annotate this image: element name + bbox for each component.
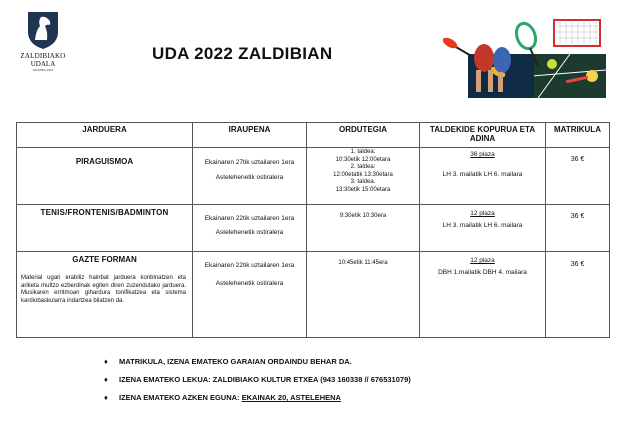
group-cell <box>420 205 546 252</box>
page-title: UDA 2022 ZALDIBIAN <box>152 44 333 63</box>
list-item <box>104 357 411 375</box>
deadline-date: EKAINAK 20, ASTELEHENA <box>241 393 341 402</box>
header-duration: IRAUPENA <box>193 123 307 148</box>
header-activity: JARDUERA <box>17 123 193 148</box>
diamond-bullet-icon: ♦ <box>104 393 108 402</box>
schedule-line: 1. taldea: <box>350 149 376 155</box>
duration-cell <box>193 148 307 205</box>
list-item <box>104 375 411 393</box>
activity-name: PIRAGUISMOA <box>75 157 134 166</box>
activity-description: Material ugari erabiliz hainbat jarduera konbinatzen eta ariketa multzo ezberdinak egiten diren zuzendutako jarduera. Musikaren erritmoan gihardura tonifikatzea eta sistema kardiobaskularra indartzea bilatzen da. <box>21 275 186 304</box>
places-count: 12 plaza <box>470 257 495 264</box>
price-value: 36 € <box>570 213 585 220</box>
duration-days: Astelehenetik ostiralera <box>215 174 284 181</box>
table-row <box>17 252 610 338</box>
activity-name: TENIS/FRONTENIS/BADMINTON <box>40 208 169 217</box>
schedule-cell <box>307 148 420 205</box>
group-cell <box>420 148 546 205</box>
activity-cell <box>17 252 193 338</box>
schedule-line: 3. taldea. <box>350 179 376 186</box>
registration-place: IZENA EMATEKO LEKUA: ZALDIBIAKO KULTUR ETXEA (943 160338 // 676531079) <box>119 375 411 384</box>
ball-icon <box>586 70 598 82</box>
duration-dates: Ekainaren 22tik uztailaren 1era <box>204 215 295 222</box>
schedule-line: 10:45etik 11:45era <box>338 260 388 266</box>
places-count: 36 plaza <box>470 151 495 158</box>
list-item <box>104 393 411 411</box>
table-header-row <box>17 123 610 148</box>
places-count: 12 plaza <box>470 210 495 217</box>
diamond-bullet-icon: ♦ <box>104 375 108 384</box>
tennis-ball-icon <box>547 59 557 69</box>
deadline-label: IZENA EMATEKO AZKEN EGUNA: <box>119 393 242 402</box>
schedule-cell <box>307 252 420 338</box>
header-group-age: TALDEKIDE KOPURUA ETA ADINA <box>420 123 546 148</box>
header-registration: MATRIKULA <box>546 123 610 148</box>
duration-days: Astelehenetik ostiralera <box>215 229 284 236</box>
grade-range: LH 3. mailatik LH 6. mailara <box>442 171 523 178</box>
logo-line-1: ZALDIBIAKO <box>20 52 66 60</box>
table-row <box>17 148 610 205</box>
horse-shield-icon <box>26 10 60 50</box>
schedule-line: 13:30etik 15:00etara <box>335 186 391 193</box>
activities-table <box>16 122 610 338</box>
info-list <box>104 357 411 411</box>
schedule-line: 9:30etik 10:30era <box>339 213 387 219</box>
diamond-bullet-icon: ♦ <box>104 357 108 366</box>
grade-range: LH 3. mailatik LH 6. mailara <box>442 222 523 229</box>
duration-cell <box>193 252 307 338</box>
activity-name: GAZTE FORMAN <box>72 255 137 264</box>
price-cell <box>546 148 610 205</box>
price-value: 36 € <box>570 261 585 268</box>
schedule-cell <box>307 205 420 252</box>
sports-illustration <box>442 14 606 98</box>
duration-cell <box>193 205 307 252</box>
logo-line-2: UDALA <box>30 60 56 68</box>
duration-days: Astelehenetik ostiralera <box>215 280 284 287</box>
group-cell <box>420 252 546 338</box>
activity-cell <box>17 148 193 205</box>
schedule-line: 10:30etik 12:00etara <box>335 156 391 163</box>
header-schedule: ORDUTEGIA <box>307 123 420 148</box>
municipality-logo <box>18 10 68 72</box>
payment-note: MATRIKULA, IZENA EMATEKO GARAIAN ORDAINDU BEHAR DA. <box>119 357 352 366</box>
price-cell <box>546 252 610 338</box>
table-row <box>17 205 610 252</box>
price-cell <box>546 205 610 252</box>
duration-dates: Ekainaren 22tik uztailaren 1era <box>204 262 295 269</box>
schedule-line: 12:00etatik 13:30etara <box>333 171 393 178</box>
grade-range: DBH 1.mailatik DBH 4. mailara <box>438 269 527 276</box>
activity-cell <box>17 205 193 252</box>
price-value: 36 € <box>570 156 585 163</box>
logo-line-3: ZALDIBIA 1919 <box>32 68 54 72</box>
schedule-line: 2. taldea: <box>350 164 376 171</box>
duration-dates: Ekainaren 27tik uztailaren 1era <box>204 159 295 166</box>
